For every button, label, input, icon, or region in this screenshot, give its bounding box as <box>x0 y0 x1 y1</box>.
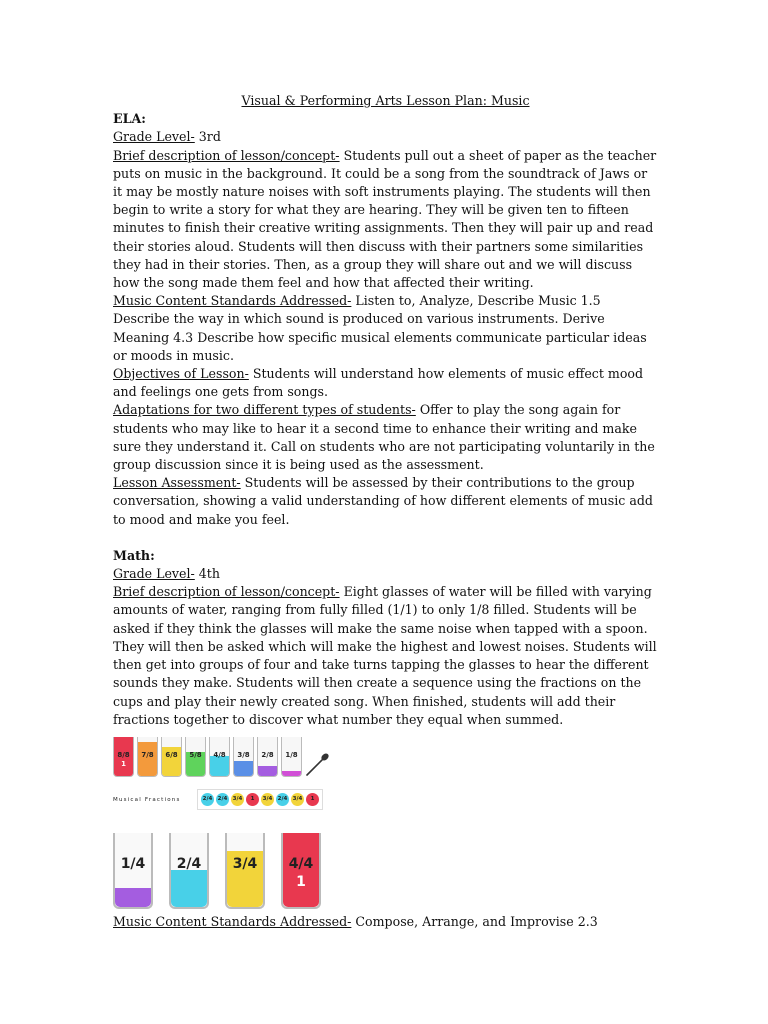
glass-fraction-label: 1/4 <box>120 855 146 872</box>
glass-fraction-label: 3/8 <box>237 750 250 759</box>
math-grade-level <box>113 565 658 583</box>
ela-objectives-label: Objectives of Lesson- <box>113 366 249 382</box>
sequence-dot: 3/4 <box>291 793 304 806</box>
water-fill <box>115 888 151 907</box>
water-fill <box>258 766 277 776</box>
section-spacer <box>113 529 658 547</box>
small-glass <box>209 737 230 777</box>
ela-standards-text: Listen to, Analyze, Describe Music 1.5 Describe the way in which sound is produced on various instruments. Derive Meaning 4.3 Describe how specific musical elements communicate particular ideas or moods in music. <box>113 293 647 363</box>
quarters-glass-row <box>113 831 323 909</box>
ela-assessment <box>113 474 658 529</box>
glass-fraction-label: 1/8 <box>285 750 298 759</box>
musical-fractions-figure <box>113 733 323 909</box>
sequence-dot: 3/4 <box>261 793 274 806</box>
ela-adaptations-label: Adaptations for two different types of students- <box>113 402 416 418</box>
sequence-dot: 2/4 <box>216 793 229 806</box>
sequence-dot: 2/4 <box>276 793 289 806</box>
math-heading: Math: <box>113 547 155 563</box>
math-brief-text: Eight glasses of water will be filled with varying amounts of water, ranging from fully filled (1/1) to only 1/8 filled. Students will be asked if they think the glasses will make the same noise when tapped with a spoon. They will then be asked which will make the highest and lowest noises. Students will then get into groups of four and take turns tapping the glasses to hear the different sounds they make. Students will then create a sequence using the fractions on the cups and play their newly created song. When finished, students will add their fractions together to discover what number they equal when summed. <box>113 584 657 727</box>
small-glass <box>233 737 254 777</box>
math-standards-text: Compose, Arrange, and Improvise 2.3 <box>351 913 598 929</box>
math-standards <box>113 913 658 931</box>
glass-fraction-label: 8/8 <box>117 750 130 759</box>
math-grade-label: Grade Level- <box>113 566 195 582</box>
water-fill <box>282 771 301 776</box>
musical-fractions-label: Musical Fractions <box>113 796 181 803</box>
ela-adaptations <box>113 401 658 474</box>
glass-whole-label: 1 <box>121 759 126 768</box>
glass-fraction-label: 4/8 <box>213 750 226 759</box>
ela-standards <box>113 292 658 365</box>
math-brief-description <box>113 583 658 729</box>
document-title: Visual & Performing Arts Lesson Plan: Music <box>241 93 530 108</box>
water-fill <box>171 870 207 907</box>
small-glass <box>257 737 278 777</box>
sequence-dot: 3/4 <box>231 793 244 806</box>
ela-objectives-text: Students will understand how elements of music effect mood and feelings one gets from songs. <box>113 366 644 400</box>
musical-fractions-sequence <box>113 789 323 811</box>
math-brief-label: Brief description of lesson/concept- <box>113 584 340 600</box>
math-grade-value: 4th <box>194 566 220 582</box>
glass-fraction-label: 2/4 <box>176 855 202 872</box>
glass-fraction-label: 6/8 <box>165 750 178 759</box>
lesson-plan-page <box>113 92 658 931</box>
ela-grade-level <box>113 128 658 146</box>
ela-adaptations-text: Offer to play the song again for students who may like to hear it a second time to enhance their writing and make sure they understand it. Call on students who are not participating voluntarily in the group discussion since it is being used as the assessment. <box>113 402 655 473</box>
glass-fraction-label: 5/8 <box>189 750 202 759</box>
ela-standards-label: Music Content Standards Addressed- <box>113 293 352 309</box>
small-glass <box>161 737 182 777</box>
math-standards-label: Music Content Standards Addressed- <box>113 913 352 929</box>
ela-grade-value: 3rd <box>194 129 221 145</box>
small-glass <box>185 737 206 777</box>
small-glass <box>113 737 134 777</box>
sequence-dot: 1 <box>246 793 259 806</box>
glass-fraction-label: 3/4 <box>232 855 258 872</box>
small-glass <box>281 737 302 777</box>
ela-assessment-label: Lesson Assessment- <box>113 475 241 491</box>
big-glass <box>113 833 153 909</box>
sequence-dot: 1 <box>306 793 319 806</box>
small-glass <box>137 737 158 777</box>
sequence-dot: 2/4 <box>201 793 214 806</box>
ela-brief-label: Brief description of lesson/concept- <box>113 147 340 163</box>
big-glass <box>225 833 265 909</box>
ela-brief-description <box>113 147 658 293</box>
spoon-icon <box>303 751 331 779</box>
big-glass <box>169 833 209 909</box>
glass-fraction-label: 2/8 <box>261 750 274 759</box>
glass-whole-label: 1 <box>296 873 306 890</box>
ela-grade-label: Grade Level- <box>113 129 195 145</box>
ela-brief-text: Students pull out a sheet of paper as the teacher puts on music in the background. It could be a song from the soundtrack of Jaws or it may be mostly nature noises with soft instruments playing. The students will then begin to write a story for what they are hearing. They will be given ten to fifteen minutes to finish their creative writing assignments. Then they will pair up and read their stories aloud. Students will then discuss with their partners some similarities they had in their stories. Then, as a group they will share out and we will discuss how the song made them feel and how that affected their writing. <box>113 147 657 291</box>
eighths-glass-row <box>113 733 323 777</box>
sequence-dots <box>197 789 323 810</box>
big-glass <box>281 833 321 909</box>
glass-fraction-label: 4/4 <box>288 855 314 872</box>
ela-heading: ELA: <box>113 111 146 127</box>
glass-fraction-label: 7/8 <box>141 750 154 759</box>
ela-objectives <box>113 365 658 401</box>
ela-assessment-text: Students will be assessed by their contributions to the group conversation, showing a valid understanding of how different elements of music add to mood and make you feel. <box>113 475 653 527</box>
